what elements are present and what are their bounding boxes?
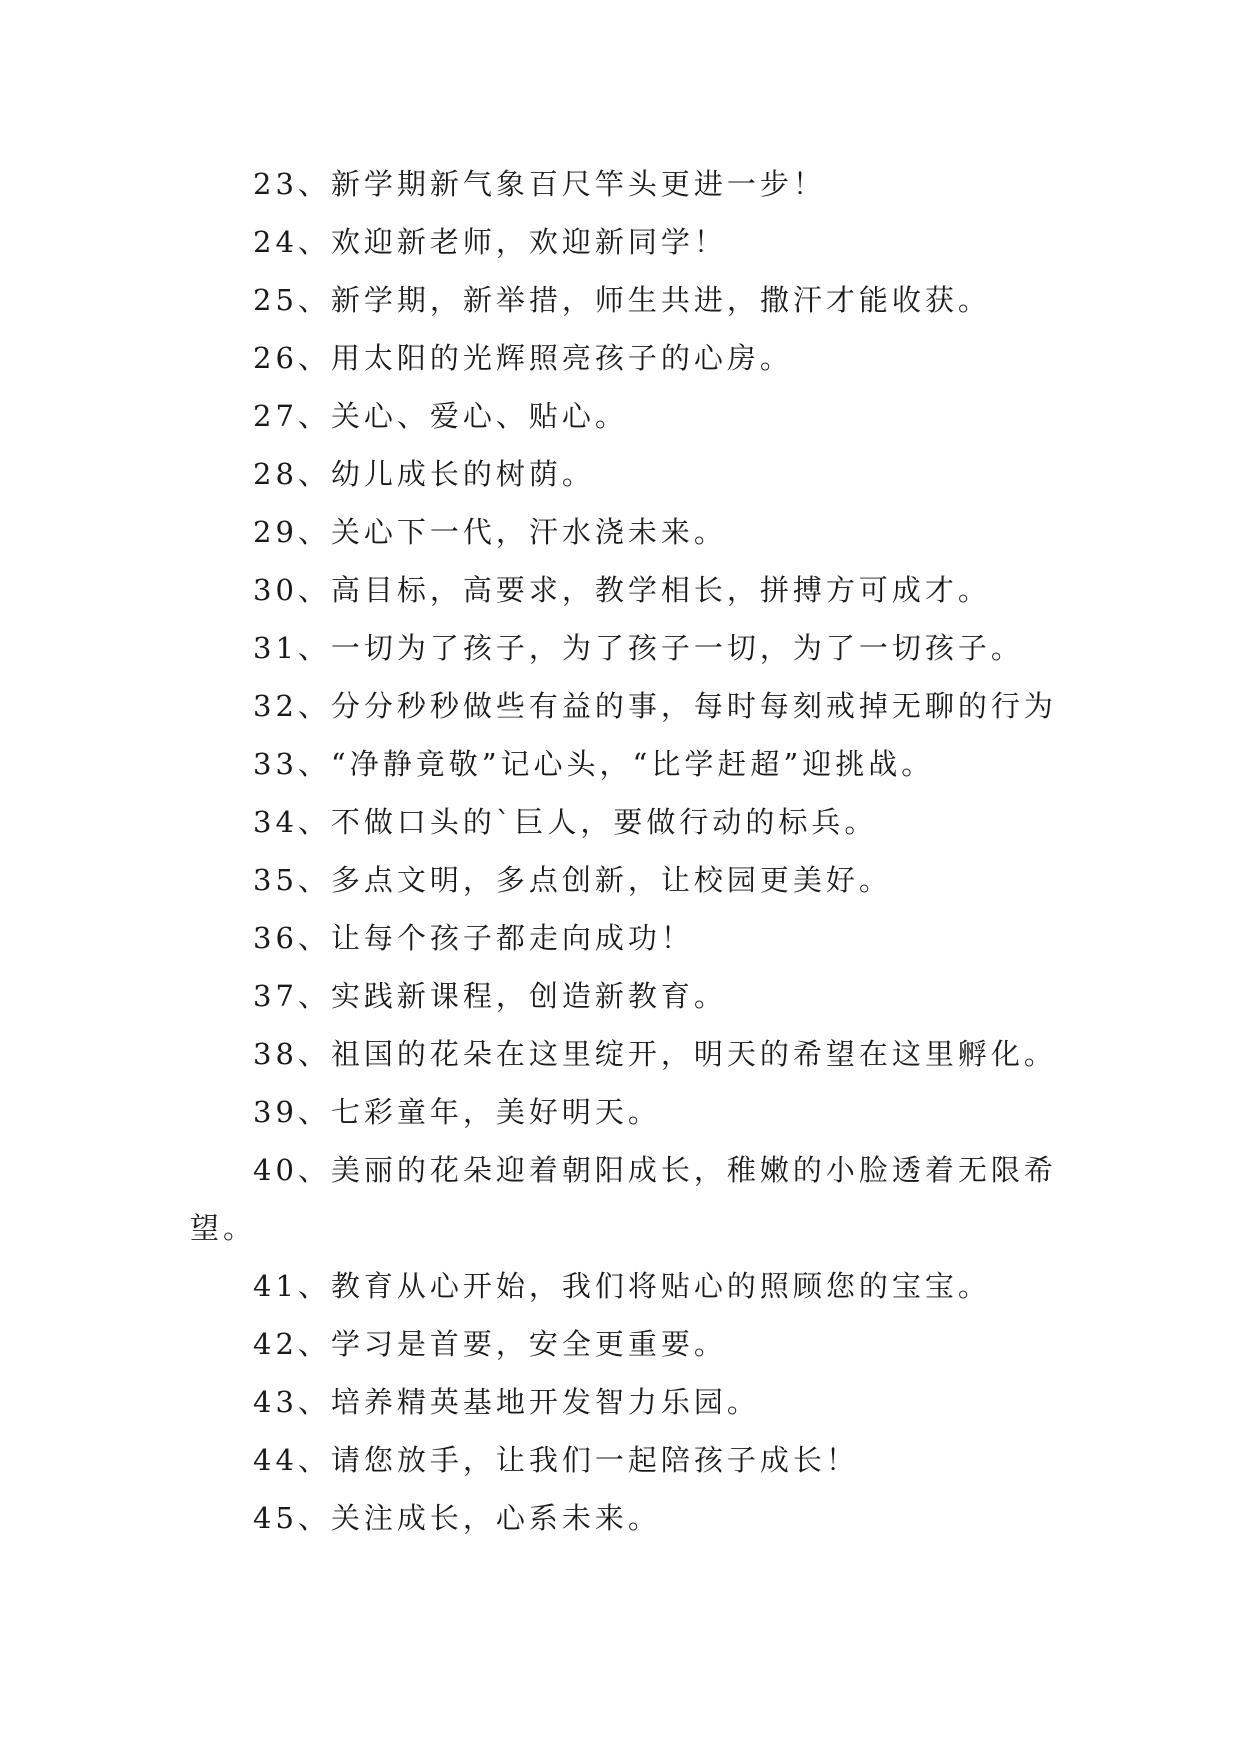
slogan-item: 38、祖国的花朵在这里绽开，明天的希望在这里孵化。	[253, 1037, 1057, 1071]
slogan-item: 45、关注成长，心系未来。	[253, 1501, 661, 1535]
slogan-item: 31、一切为了孩子，为了孩子一切，为了一切孩子。	[253, 631, 1024, 665]
slogan-item: 25、新学期，新举措，师生共进，撒汗才能收获。	[253, 283, 991, 317]
slogan-item: 23、新学期新气象百尺竿头更进一步！	[253, 167, 826, 201]
slogan-item: 32、分分秒秒做些有益的事，每时每刻戒掉无聊的行为	[253, 689, 1057, 723]
slogan-item: 28、幼儿成长的树荫。	[253, 457, 595, 491]
slogan-item: 43、培养精英基地开发智力乐园。	[253, 1385, 760, 1419]
slogan-item: 33、“净静竟敬”记心头，“比学赶超”迎挑战。	[253, 747, 935, 781]
slogan-item: 40、美丽的花朵迎着朝阳成长，稚嫩的小脸透着无限希望。	[190, 1153, 1057, 1245]
slogan-item: 26、用太阳的光辉照亮孩子的心房。	[253, 341, 793, 375]
slogan-item: 39、七彩童年，美好明天。	[253, 1095, 661, 1129]
slogan-item: 34、不做口头的`巨人，要做行动的标兵。	[253, 805, 878, 839]
slogan-item: 35、多点文明，多点创新，让校园更美好。	[253, 863, 892, 897]
slogan-list	[190, 155, 1090, 1547]
slogan-item: 29、关心下一代，汗水浇未来。	[253, 515, 727, 549]
slogan-item: 27、关心、爱心、贴心。	[253, 399, 628, 433]
slogan-item: 30、高目标，高要求，教学相长，拼搏方可成才。	[253, 573, 991, 607]
slogan-item: 42、学习是首要，安全更重要。	[253, 1327, 727, 1361]
slogan-item: 24、欢迎新老师，欢迎新同学！	[253, 225, 727, 259]
slogan-item: 41、教育从心开始，我们将贴心的照顾您的宝宝。	[253, 1269, 991, 1303]
slogan-item: 44、请您放手，让我们一起陪孩子成长！	[253, 1443, 859, 1477]
slogan-item: 37、实践新课程，创造新教育。	[253, 979, 727, 1013]
slogan-item: 36、让每个孩子都走向成功！	[253, 921, 694, 955]
